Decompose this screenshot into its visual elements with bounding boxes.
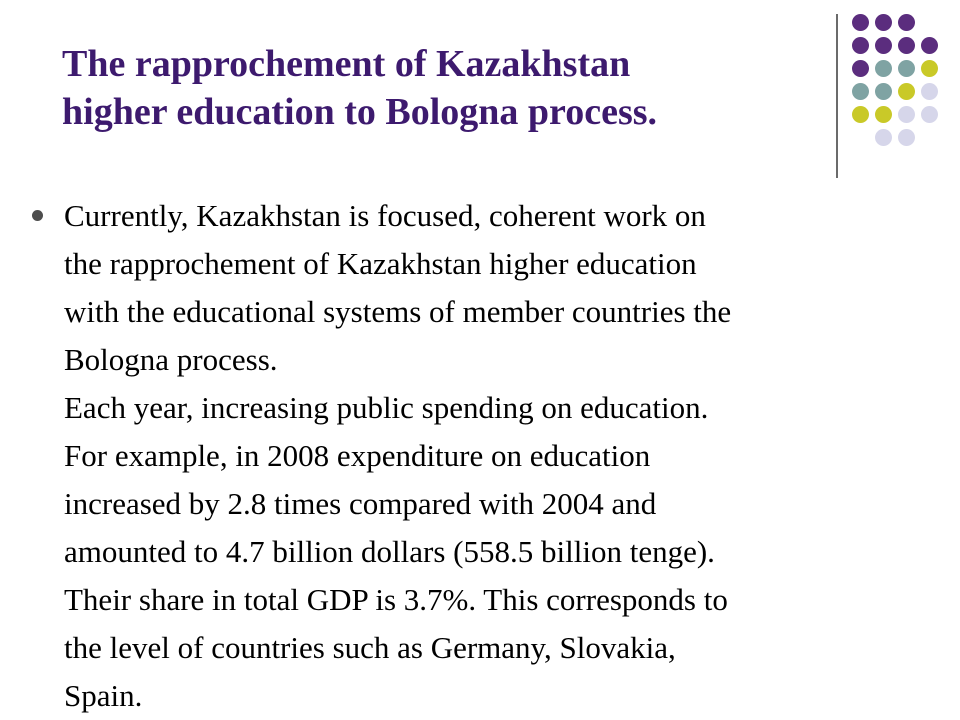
decorative-dot <box>852 37 869 54</box>
bullet-text <box>64 192 940 720</box>
slide-title <box>62 40 802 136</box>
decorative-dot <box>898 83 915 100</box>
bullet-line: the rapprochement of Kazakhstan higher education <box>64 246 697 281</box>
decorative-dot <box>875 129 892 146</box>
decorative-dot <box>852 14 869 31</box>
bullet-line: Currently, Kazakhstan is focused, coherent work on <box>64 198 706 233</box>
decorative-dot <box>875 106 892 123</box>
slide-title-line-2: higher education to Bologna process. <box>62 91 658 133</box>
decorative-dot <box>875 37 892 54</box>
decorative-dot <box>852 83 869 100</box>
bullet-dot-icon <box>32 210 43 221</box>
decorative-dot <box>875 14 892 31</box>
bullet-line: Bologna process. <box>64 342 278 377</box>
decorative-dot <box>875 83 892 100</box>
decorative-dot <box>898 129 915 146</box>
bullet-line: amounted to 4.7 billion dollars (558.5 billion tenge). <box>64 534 715 569</box>
bullet-list <box>20 192 940 720</box>
bullet-line: with the educational systems of member countries the <box>64 294 732 329</box>
decorative-dot <box>921 83 938 100</box>
decorative-dot <box>921 106 938 123</box>
decorative-dot <box>852 60 869 77</box>
decorative-dot <box>898 60 915 77</box>
bullet-line: Spain. <box>64 678 143 713</box>
bullet-item <box>20 192 940 720</box>
bullet-line: Each year, increasing public spending on education. <box>64 390 709 425</box>
decorative-dot <box>898 14 915 31</box>
bullet-line: Their share in total GDP is 3.7%. This corresponds to <box>64 582 728 617</box>
bullet-line: the level of countries such as Germany, Slovakia, <box>64 630 676 665</box>
bullet-line: For example, in 2008 expenditure on education <box>64 438 651 473</box>
decorative-dot <box>875 60 892 77</box>
decorative-divider <box>836 14 838 178</box>
decorative-dot-grid <box>852 14 952 156</box>
slide-title-line-1: The rapprochement of Kazakhstan <box>62 43 631 85</box>
decorative-dot <box>898 106 915 123</box>
decorative-dot <box>852 106 869 123</box>
decorative-dot <box>921 37 938 54</box>
bullet-line: increased by 2.8 times compared with 2004 and <box>64 486 657 521</box>
decorative-dot <box>898 37 915 54</box>
decorative-dot <box>921 60 938 77</box>
